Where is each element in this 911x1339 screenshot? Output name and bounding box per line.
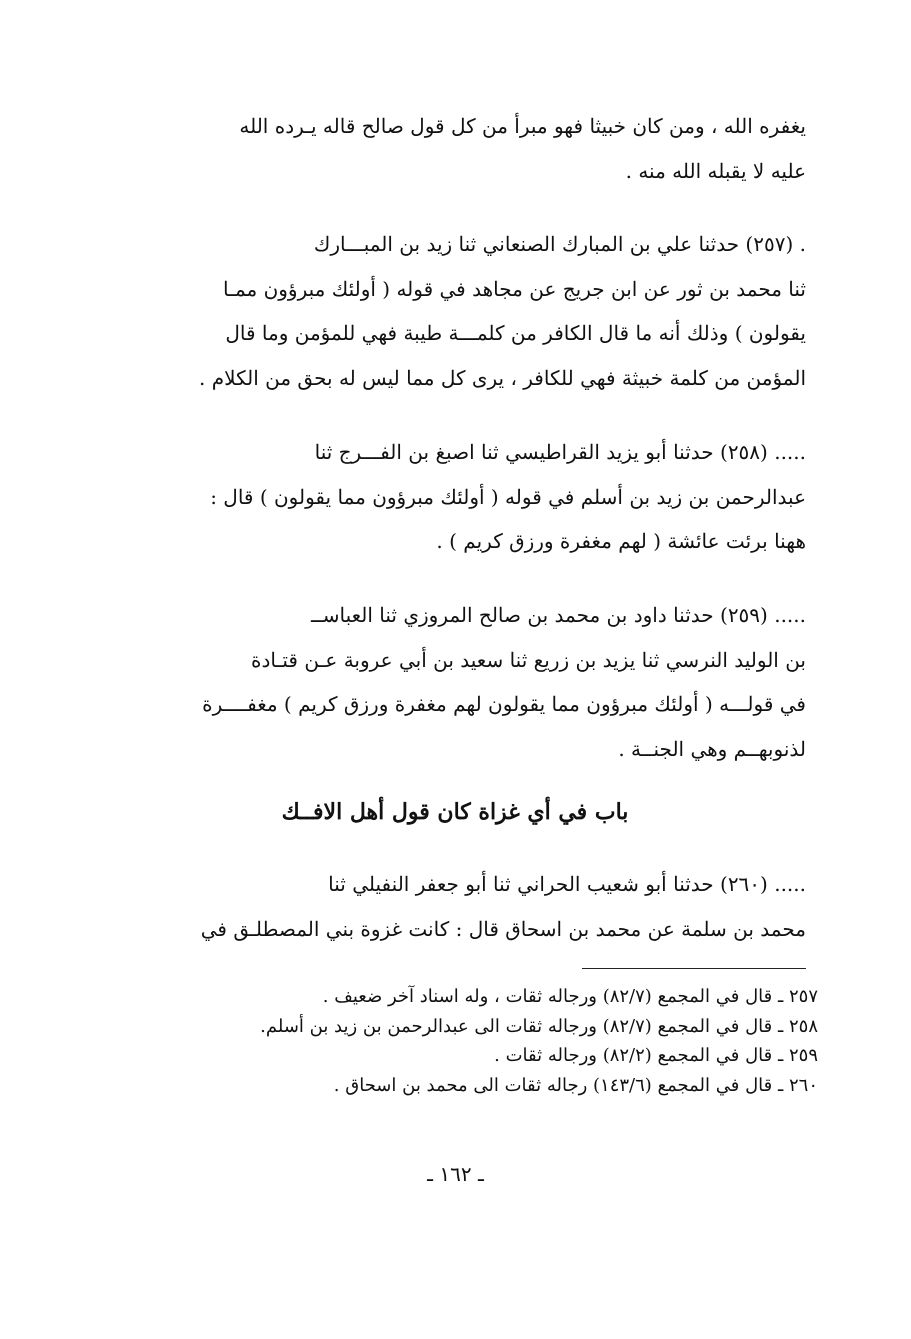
text-line: المؤمن من كلمة خبيثة فهي للكافر ، يرى كل مما ليس له بحق من الكلام .	[199, 365, 806, 390]
hadith-entry-259	[104, 593, 806, 771]
text-line: . (٢٥٧) حدثنا علي بن المبارك الصنعاني ثنا زيد بن المبـــارك	[313, 232, 806, 256]
footnote-divider	[582, 968, 806, 969]
hadith-entry-260	[104, 862, 806, 951]
text-line: عليه لا يقبله الله منه .	[625, 158, 806, 183]
chapter-heading: باب في أي غزاة كان قول أهل الافــك	[281, 799, 629, 825]
text-line: ..... (٢٥٩) حدثنا داود بن محمد بن صالح المروزي ثنا العباســ	[311, 603, 806, 627]
footnote: ٢٥٩ ـ قال في المجمع (٨٢/٢) ورجاله ثقات .	[494, 1045, 818, 1066]
text-line: لذنوبهــم وهي الجنــة .	[618, 736, 806, 761]
top-paragraph	[104, 104, 806, 193]
text-line: محمد بن سلمة عن محمد بن اسحاق قال : كانت غزوة بني المصطلـق في	[200, 916, 806, 941]
hadith-entry-258	[104, 430, 806, 564]
footnotes	[104, 982, 818, 1100]
text-line: عبدالرحمن بن زيد بن أسلم في قوله ( أولئك مبرؤون مما يقولون ) قال :	[210, 484, 806, 509]
text-line: في قولـــه ( أولئك مبرؤون مما يقولون لهم مغفرة ورزق كريم ) مغفــــرة	[202, 692, 806, 716]
text-line: ههنا برئت عائشة ( لهم مغفرة ورزق كريم ) .	[436, 529, 806, 553]
text-line: ..... (٢٦٠) حدثنا أبو شعيب الحراني ثنا أبو جعفر النفيلي ثنا	[328, 872, 806, 896]
footnote: ٢٥٧ ـ قال في المجمع (٨٢/٧) ورجاله ثقات ، وله اسناد آخر ضعيف .	[322, 986, 818, 1007]
hadith-entry-257	[104, 222, 806, 400]
footnote: ٢٦٠ ـ قال في المجمع (١٤٣/٦) رجاله ثقات الى محمد بن اسحاق .	[333, 1074, 818, 1096]
text-line: ..... (٢٥٨) حدثنا أبو يزيد القراطيسي ثنا اصبغ بن الفـــرج ثنا	[314, 440, 806, 464]
text-line: يغفره الله ، ومن كان خبيثا فهو مبرأ من كل قول صالح قاله يـرده الله	[239, 114, 806, 138]
text-line: يقولون ) وذلك أنه ما قال الكافر من كلمـــة طيبة فهي للمؤمن وما قال	[225, 321, 806, 345]
text-line: ثنا محمد بن ثور عن ابن جريج عن مجاهد في قوله ( أولئك مبرؤون ممـا	[223, 276, 806, 301]
footnote: ٢٥٨ ـ قال في المجمع (٨٢/٧) ورجاله ثقات الى عبدالرحمن بن زيد بن أسلم.	[260, 1015, 818, 1037]
text-line: بن الوليد النرسي ثنا يزيد بن زريع ثنا سعيد بن أبي عروبة عـن قتـادة	[251, 647, 806, 672]
page-number: ـ ١٦٢ ـ	[427, 1162, 484, 1186]
